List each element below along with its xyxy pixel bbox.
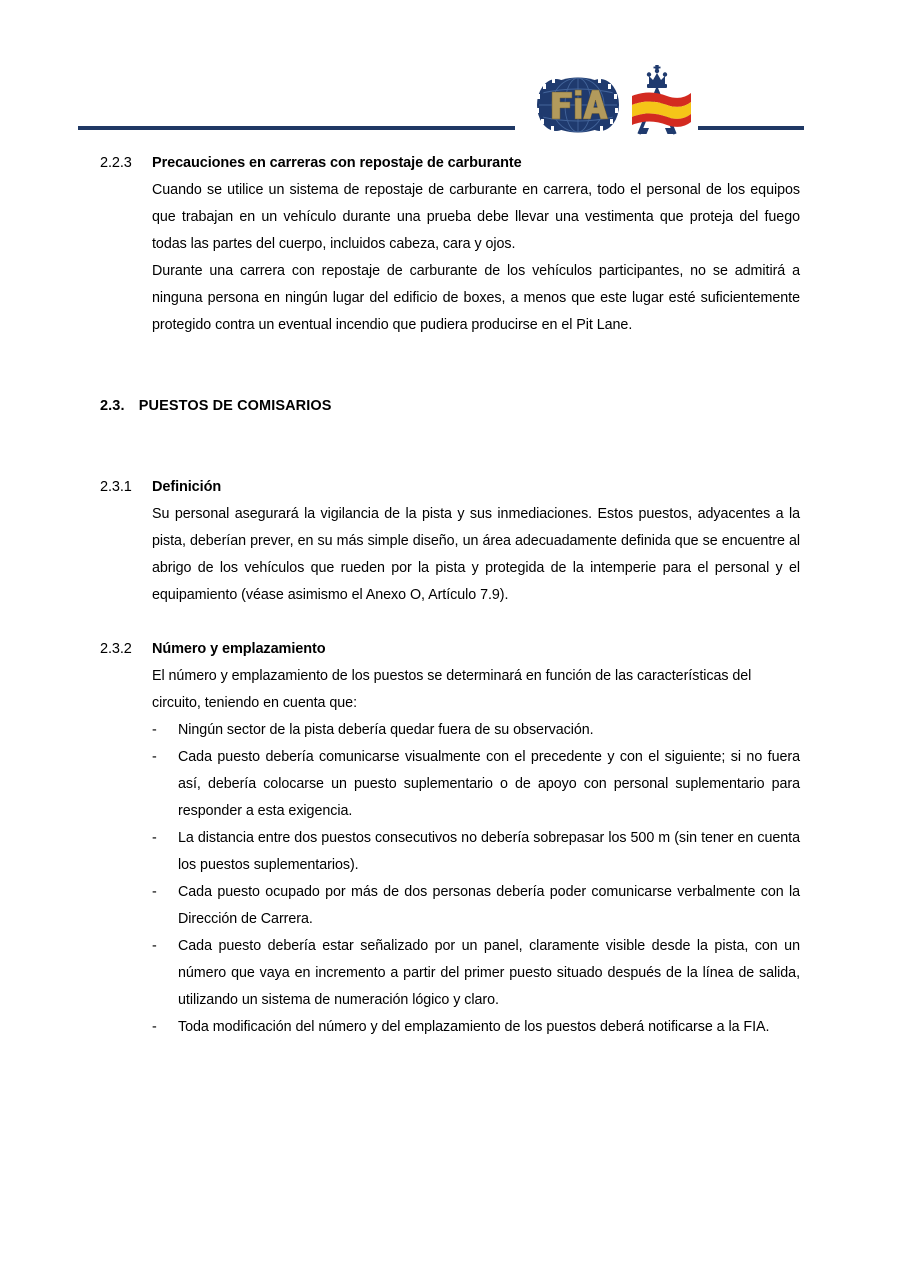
page-header (0, 0, 905, 150)
section-2-3-2 (0, 636, 905, 1041)
list-item-text: Cada puesto debería comunicarse visualmente con el precedente y con el siguiente; si no fuera así, debería colocarse un puesto suplementario o de apoyo con personal suplementario para responder a esta exigencia. (178, 749, 800, 819)
list-item-text: La distancia entre dos puestos consecutivos no debería sobrepasar los 500 m (sin tener en cuenta los puestos suplementarios). (178, 830, 800, 873)
section-heading-2-3-2 (0, 636, 905, 663)
spacer (0, 420, 905, 474)
rfeda-logo-icon (629, 62, 701, 138)
list-item (0, 879, 905, 933)
spacer (0, 609, 905, 636)
section-heading-2-3 (0, 393, 905, 420)
list-item-text: Toda modificación del número y del emplazamiento de los puestos deberá notificarse a la FIA. (178, 1019, 770, 1035)
section-number: 2.3.2 (100, 641, 132, 657)
header-rule-left (78, 126, 515, 130)
section-title: Número y emplazamiento (152, 641, 326, 657)
list-item-text: Ningún sector de la pista debería quedar fuera de su observación. (178, 722, 594, 738)
section-heading-2-3-1 (0, 474, 905, 501)
list-item (0, 933, 905, 1014)
paragraph: Su personal asegurará la vigilancia de la pista y sus inmediaciones. Estos puestos, adyacentes a la pista, deberían prever, en su más simple diseño, un área adecuadamente definida que se encuentre al abrigo de los vehículos que rueden por la pista y protegida de la intemperie para el personal y el equipamiento (véase asimismo el Anexo O, Artículo 7.9). (152, 506, 800, 603)
document-body (0, 150, 905, 1041)
dash-bullet-icon: - (152, 1019, 157, 1035)
section-number: 2.2.3 (100, 155, 132, 171)
list-item (0, 744, 905, 825)
list-item (0, 1014, 905, 1041)
list-item-text: Cada puesto debería estar señalizado por un panel, claramente visible desde la pista, con un número que vaya en incremento a partir del primer puesto situado después de la línea de salida, utilizando un sistema de numeración lógico y claro. (178, 938, 800, 1008)
section-2-3-1 (0, 474, 905, 609)
dash-bullet-icon: - (152, 722, 157, 738)
paragraph: Durante una carrera con repostaje de carburante de los vehículos participantes, no se admitirá a ninguna persona en ningún lugar del edificio de boxes, a menos que este lugar esté suficientemente protegido contra un eventual incendio que pudiera producirse en el Pit Lane. (152, 263, 800, 333)
paragraph: El número y emplazamiento de los puestos se determinará en función de las características del circuito, teniendo en cuenta que: (152, 668, 752, 711)
list-item (0, 825, 905, 879)
dash-bullet-icon: - (152, 749, 157, 765)
section-heading-2-2-3 (0, 150, 905, 177)
section-title: Definición (152, 479, 222, 495)
spacer (0, 339, 905, 393)
header-rule-right (698, 126, 804, 130)
section-title: Precauciones en carreras con repostaje de carburante (152, 155, 522, 171)
section-2-2-3 (0, 150, 905, 339)
fia-logo-icon (536, 76, 620, 134)
bullet-list (0, 717, 905, 1041)
list-item-text: Cada puesto ocupado por más de dos personas debería poder comunicarse verbalmente con la Dirección de Carrera. (178, 884, 800, 927)
dash-bullet-icon: - (152, 830, 157, 846)
list-item (0, 717, 905, 744)
dash-bullet-icon: - (152, 884, 157, 900)
dash-bullet-icon: - (152, 938, 157, 954)
main-section-number: 2.3. (100, 398, 125, 414)
section-number: 2.3.1 (100, 479, 132, 495)
main-section-title: PUESTOS DE COMISARIOS (138, 398, 332, 414)
paragraph: Cuando se utilice un sistema de repostaje de carburante en carrera, todo el personal de los equipos que trabajan en un vehículo durante una prueba debe llevar una vestimenta que proteja del fuego todas las partes del cuerpo, incluidos cabeza, cara y ojos. (152, 182, 800, 252)
